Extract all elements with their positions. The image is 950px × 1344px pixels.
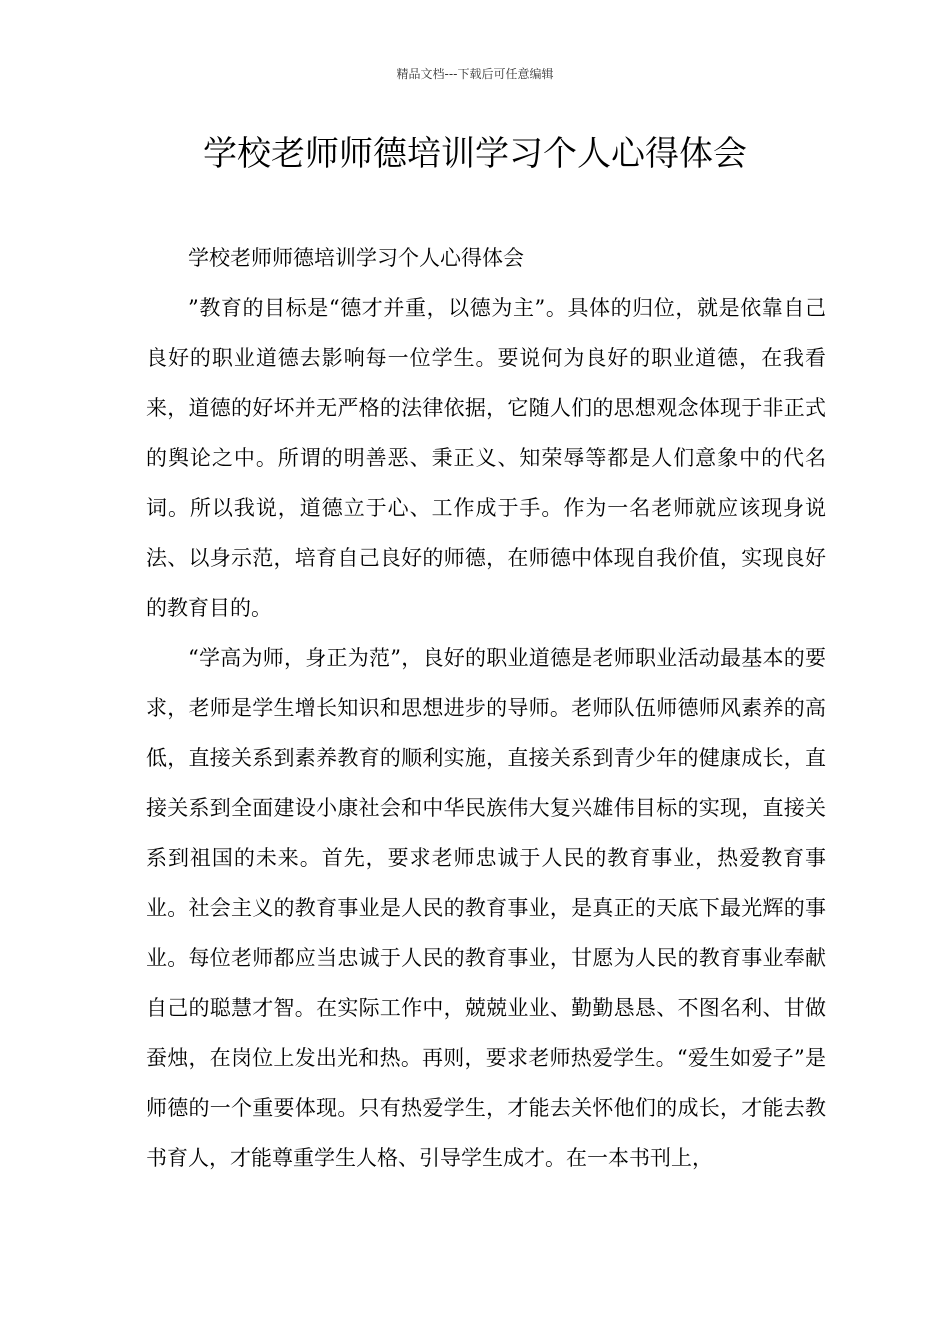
page-header: 精品文档---下载后可任意编辑 <box>396 67 554 81</box>
paragraph-1: ”教育的目标是“德才并重，以德为主”。具体的归位，就是依靠自己良好的职业道德去影响每一位学生。要说何为良好的职业道德，在我看来，道德的好坏并无严格的法律依据，它随人们的思想观念体现于非正式的舆论之中。所谓的明善恶、秉正义、知荣辱等都是人们意象中的代名词。所以我说，道德立于心、工作成于手。作为一名老师就应该现身说法、以身示范，培育自己良好的师德，在师德中体现自我价值，实现良好的教育目的。 <box>146 296 826 620</box>
paragraph-2: “学高为师，身正为范”，良好的职业道德是老师职业活动最基本的要求，老师是学生增长知识和思想进步的导师。老师队伍师德师风素养的高低，直接关系到素养教育的顺利实施，直接关系到青少年的健康成长，直接关系到全面建设小康社会和中华民族伟大复兴雄伟目标的实现，直接关系到祖国的未来。首先，要求老师忠诚于人民的教育事业，热爱教育事业。社会主义的教育事业是人民的教育事业，是真正的天底下最光辉的事业。每位老师都应当忠诚于人民的教育事业，甘愿为人民的教育事业奉献自己的聪慧才智。在实际工作中，兢兢业业、勤勤恳恳、不图名利、甘做蚕烛，在岗位上发出光和热。再则，要求老师热爱学生。“爱生如爱子”是师德的一个重要体现。只有热爱学生，才能去关怀他们的成长，才能去教书育人，才能尊重学生人格、引导学生成才。在一本书刊上， <box>146 646 826 1170</box>
document-title: 学校老师师德培训学习个人心得体会 <box>203 134 747 174</box>
document-subtitle: 学校老师师德培训学习个人心得体会 <box>188 246 524 270</box>
document-body <box>146 233 826 1183</box>
